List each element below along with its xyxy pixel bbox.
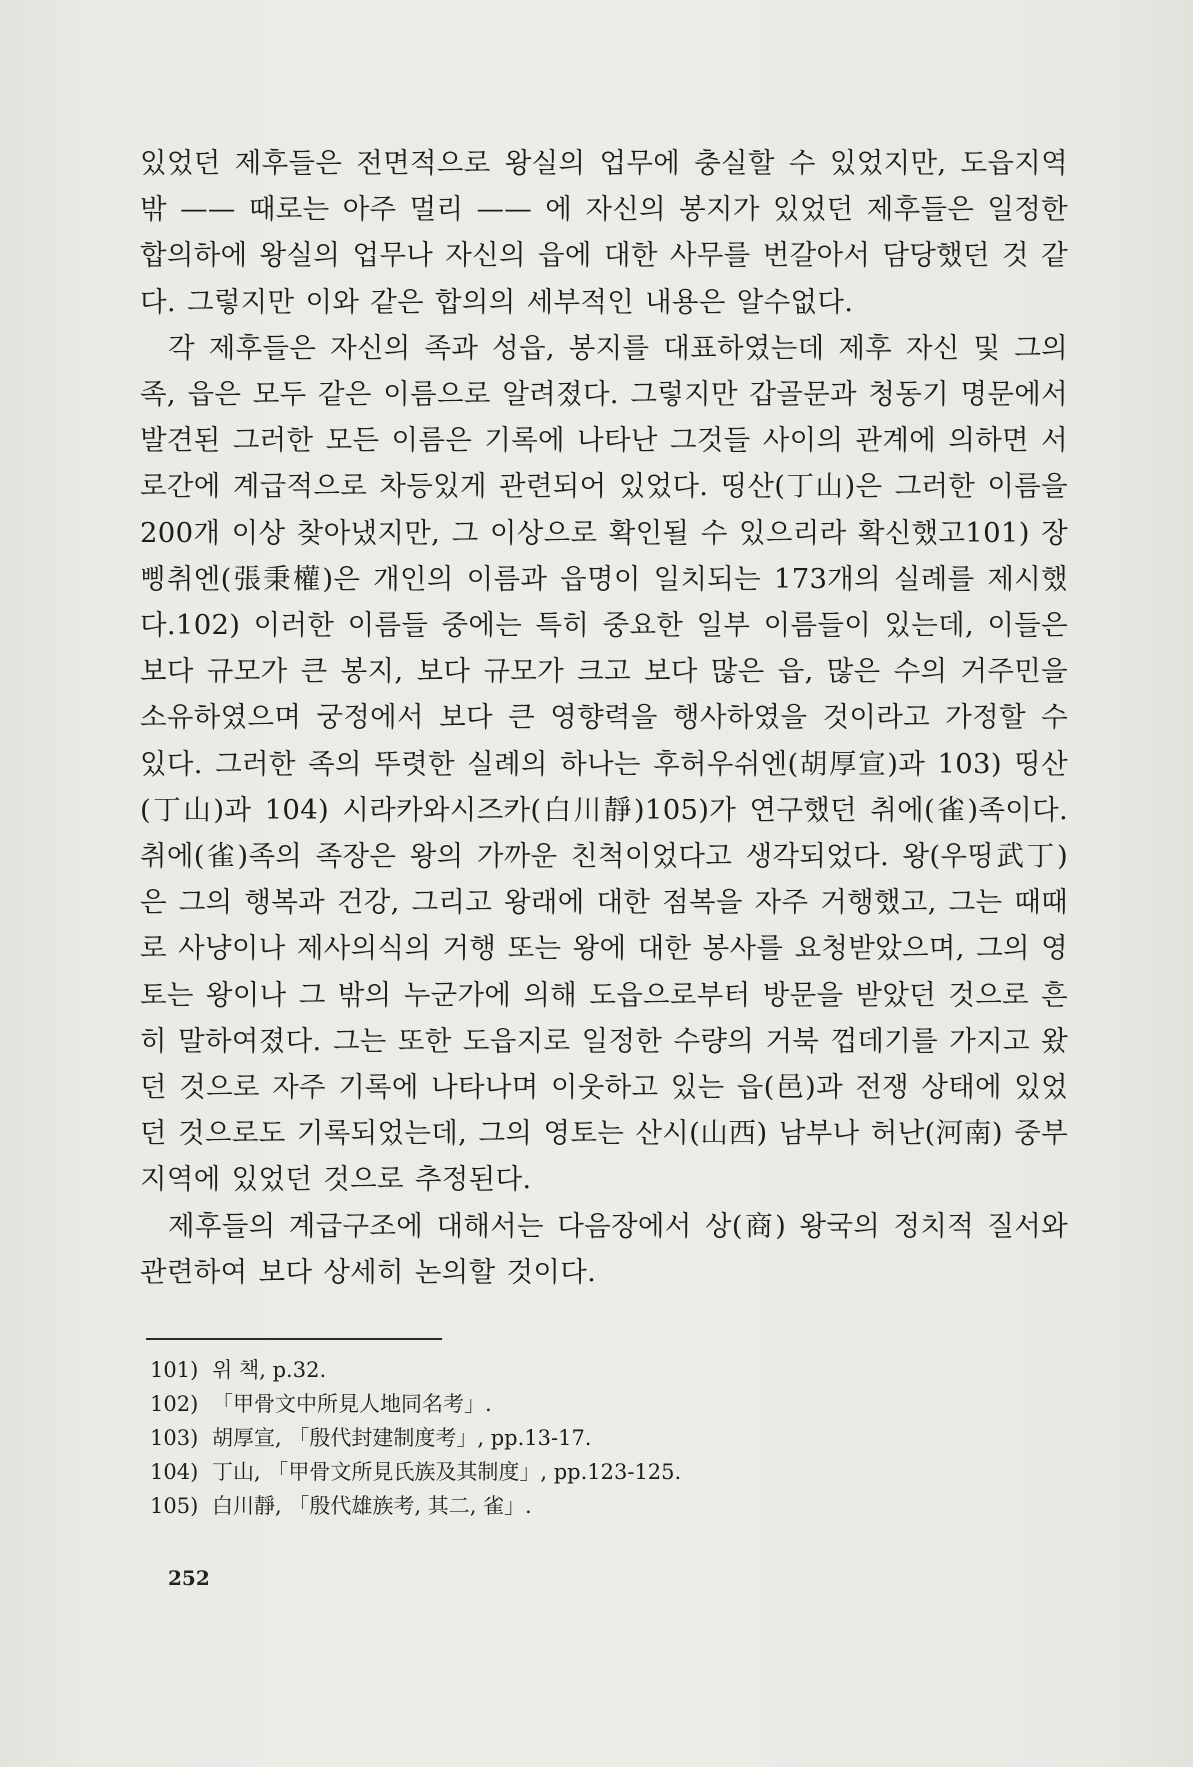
- footnote-separator: [146, 1338, 442, 1340]
- page-number: 252: [168, 1566, 210, 1590]
- footnote-number: 101): [150, 1358, 199, 1382]
- footnote-list: [150, 1353, 1050, 1523]
- footnote-number: 102): [150, 1392, 199, 1416]
- footnote-item: [150, 1387, 1050, 1421]
- footnote-item: [150, 1353, 1050, 1387]
- paragraph-feudal-lords-names: 각 제후들은 자신의 족과 성읍, 봉지를 대표하였는데 제후 자신 및 그의 족, 읍은 모두 같은 이름으로 알려졌다. 그렇지만 갑골문과 청동기 명문에서 발견된 그러한 모든 이름은 기록에 나타난 그것들 사이의 관계에 의하면 서로간에 계급적으로 차등있게 관련되어 있었다. 띵산(丁山)은 그러한 이름을 200개 이상 찾아냈지만, 그 이상으로 확인될 수 있으리라 확신했고101) 장삥취엔(張秉權)은 개인의 이름과 읍명이 일치되는 173개의 실례를 제시했다.102) 이러한 이름들 중에는 특히 중요한 일부 이름들이 있는데, 이들은 보다 규모가 큰 봉지, 보다 규모가 크고 보다 많은 읍, 많은 수의 거주민을 소유하였으며 궁정에서 보다 큰 영향력을 행사하였을 것이라고 가정할 수 있다. 그러한 족의 뚜렷한 실례의 하나는 후허우쉬엔(胡厚宣)과 103) 띵산(丁山)과 104) 시라카와시즈카(白川靜)105)가 연구했던 취에(雀)족이다. 취에(雀)족의 족장은 왕의 가까운 친척이었다고 생각되었다. 왕(우띵武丁)은 그의 행복과 건강, 그리고 왕래에 대한 점복을 자주 거행했고, 그는 때때로 사냥이나 제사의식의 거행 또는 왕에 대한 봉사를 요청받았으며, 그의 영토는 왕이나 그 밖의 누군가에 의해 도읍으로부터 방문을 받았던 것으로 흔히 말하여졌다. 그는 또한 도읍지로 일정한 수량의 거북 껍데기를 가지고 왔던 것으로 자주 기록에 나타나며 이웃하고 있는 읍(邑)과 전쟁 상태에 있었던 것으로도 기록되었는데, 그의 영토는 산시(山西) 남부나 허난(河南) 중부지역에 있었던 것으로 추정된다.: [140, 331, 1068, 1196]
- footnote-item: [150, 1455, 1050, 1489]
- footnote-text: 「甲骨文中所見人地同名考」.: [212, 1392, 492, 1416]
- footnote-text: 白川靜, 「殷代雄族考, 其二, 雀」.: [212, 1494, 532, 1518]
- paragraph-hierarchy-note: 제후들의 계급구조에 대해서는 다음장에서 상(商) 왕국의 정치적 질서와 관련하여 보다 상세히 논의할 것이다.: [140, 1209, 1068, 1288]
- footnote-number: 104): [150, 1460, 199, 1484]
- footnote-text: 위 책, p.32.: [212, 1358, 327, 1382]
- footnote-number: 103): [150, 1426, 199, 1450]
- footnote-item: [150, 1489, 1050, 1523]
- footnote-text: 丁山, 「甲骨文所見氏族及其制度」, pp.123-125.: [212, 1460, 682, 1484]
- footnote-number: 105): [150, 1494, 199, 1518]
- main-text: [140, 140, 1068, 1295]
- paragraph-continuation: 있었던 제후들은 전면적으로 왕실의 업무에 충실할 수 있었지만, 도읍지역 밖 —— 때로는 아주 멀리 —— 에 자신의 봉지가 있었던 제후들은 일정한 합의하에 왕실의 업무나 자신의 읍에 대한 사무를 번갈아서 담당했던 것 같다. 그렇지만 이와 같은 합의의 세부적인 내용은 알수없다.: [140, 147, 1068, 318]
- footnote-text: 胡厚宣, 「殷代封建制度考」, pp.13-17.: [212, 1426, 592, 1450]
- footnote-item: [150, 1421, 1050, 1455]
